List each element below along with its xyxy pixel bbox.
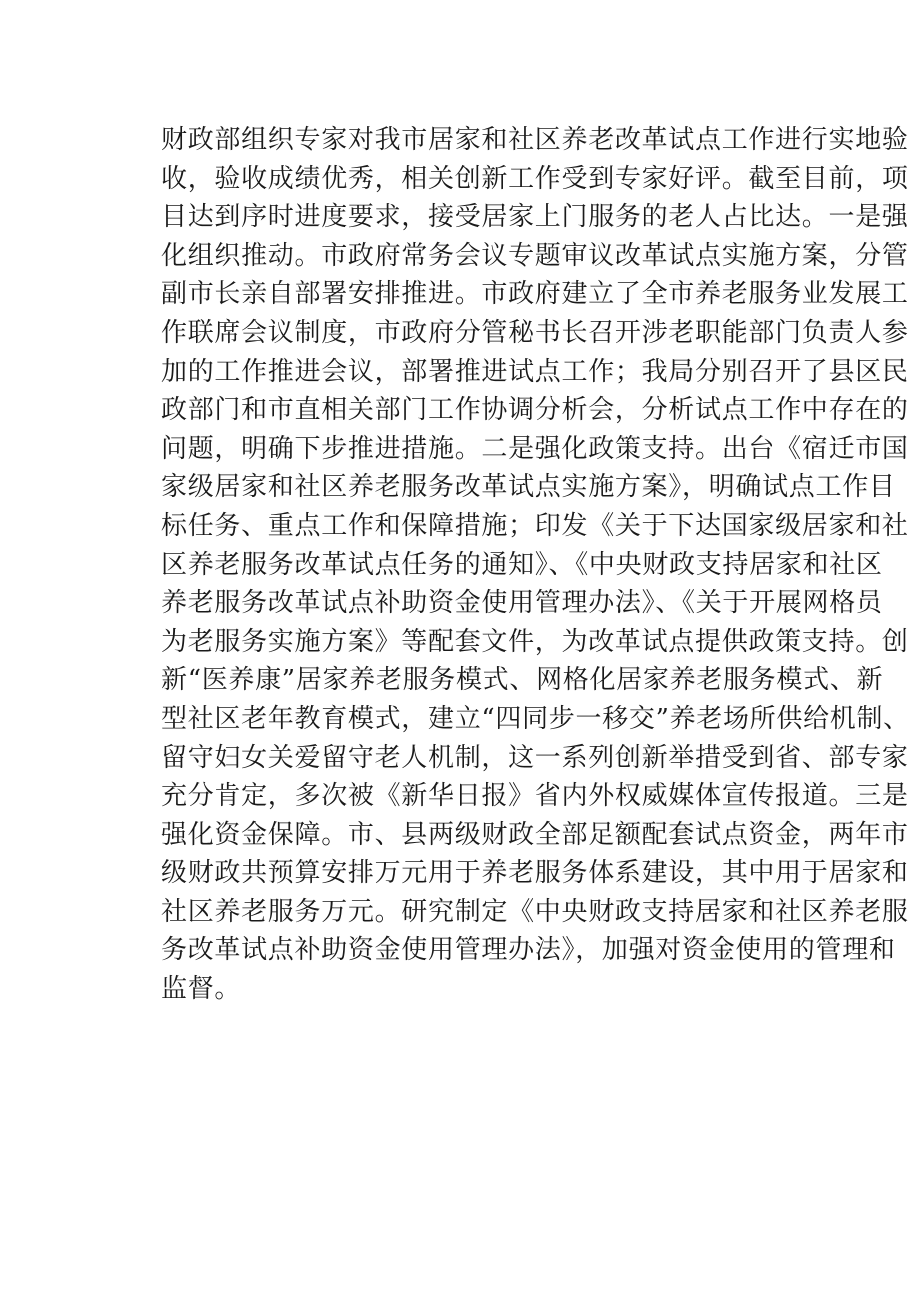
text-line: 务改革试点补助资金使用管理办法》，加强对资金使用的管理和 <box>161 935 896 966</box>
text-line: 充分肯定，多次被《新华日报》省内外权威媒体宣传报道。三是 <box>161 781 909 812</box>
text-line: 为老服务实施方案》等配套文件，为改革试点提供政策支持。创 <box>161 626 909 657</box>
text-line: 型社区老年教育模式，建立“四同步一移交”养老场所供给机制、 <box>161 703 910 734</box>
text-line: 标任务、重点工作和保障措施；印发《关于下达国家级居家和社 <box>161 510 909 541</box>
text-line: 区养老服务改革试点任务的通知》、《中央财政支持居家和社区 <box>161 549 883 580</box>
text-line: 政部门和市直相关部门工作协调分析会，分析试点工作中存在的 <box>161 395 909 426</box>
text-line: 监督。 <box>161 974 242 1005</box>
text-line: 养老服务改革试点补助资金使用管理办法》、《关于开展网格员 <box>161 588 883 619</box>
text-line: 社区养老服务万元。研究制定《中央财政支持居家和社区养老服 <box>161 896 909 927</box>
text-line: 问题，明确下步推进措施。二是强化政策支持。出台《宿迁市国 <box>161 433 909 464</box>
text-line: 作联席会议制度，市政府分管秘书长召开涉老职能部门负责人参 <box>161 317 909 348</box>
text-line: 收，验收成绩优秀，相关创新工作受到专家好评。截至目前，项 <box>161 163 909 194</box>
text-line: 加的工作推进会议，部署推进试点工作；我局分别召开了县区民 <box>161 356 909 387</box>
text-line: 新“医养康”居家养老服务模式、网格化居家养老服务模式、新 <box>161 665 884 696</box>
text-line: 化组织推动。市政府常务会议专题审议改革试点实施方案，分管 <box>161 240 909 271</box>
text-line: 副市长亲自部署安排推进。市政府建立了全市养老服务业发展工 <box>161 279 909 310</box>
text-line: 留守妇女关爱留守老人机制，这一系列创新举措受到省、部专家 <box>161 742 909 773</box>
text-line: 强化资金保障。市、县两级财政全部足额配套试点资金，两年市 <box>161 819 909 850</box>
body-paragraph <box>161 121 910 1009</box>
text-line: 级财政共预算安排万元用于养老服务体系建设，其中用于居家和 <box>161 858 909 889</box>
text-line: 目达到序时进度要求，接受居家上门服务的老人占比达。一是强 <box>161 202 909 233</box>
text-line: 家级居家和社区养老服务改革试点实施方案》，明确试点工作目 <box>161 472 896 503</box>
text-line: 财政部组织专家对我市居家和社区养老改革试点工作进行实地验 <box>161 125 909 155</box>
